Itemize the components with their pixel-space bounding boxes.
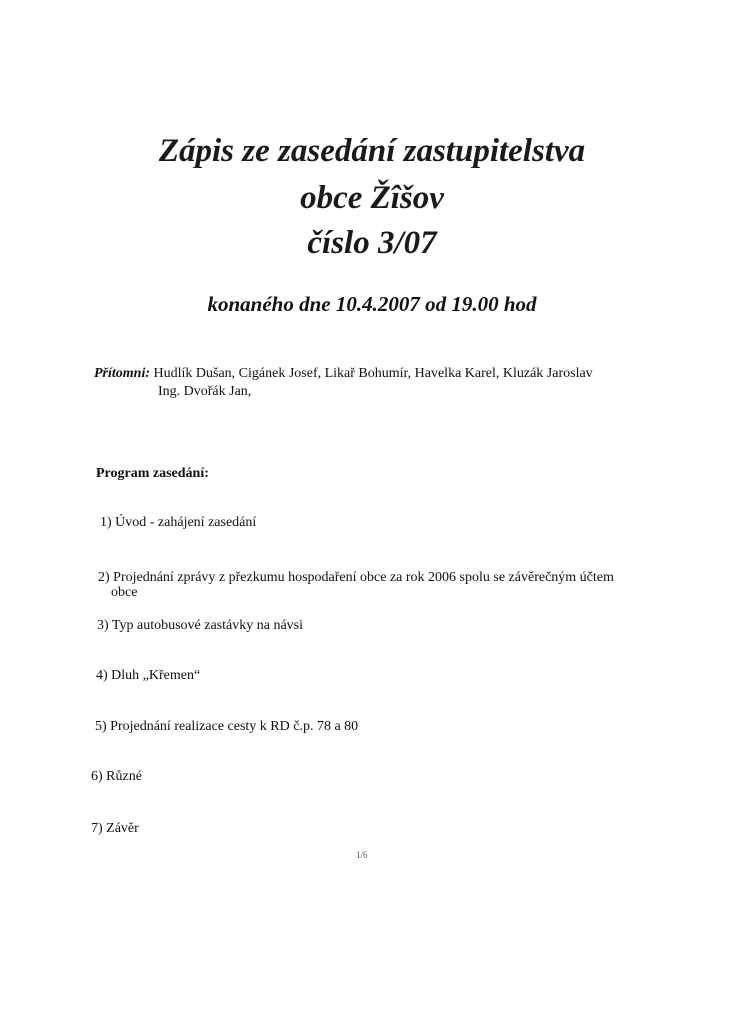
page-number: 1/6 xyxy=(356,850,368,860)
title-line-3: číslo 3/07 xyxy=(307,225,437,261)
attendees-label: Přítomni: xyxy=(94,366,151,381)
program-item: 6) Různé xyxy=(91,769,142,784)
program-item: 4) Dluh „Křemen“ xyxy=(96,668,201,683)
program-item: 5) Projednání realizace cesty k RD č.p. 78 a 80 xyxy=(95,719,359,734)
program-item: 1) Úvod - zahájení zasedání xyxy=(100,515,257,530)
title-line-1: Zápis ze zasedání zastupitelstva xyxy=(158,133,586,169)
program-item: 7) Závěr xyxy=(91,821,139,836)
attendees-line-1 xyxy=(94,366,593,382)
program-item-continuation: obce xyxy=(111,585,138,600)
title-line-2: obce Žîšov xyxy=(300,180,444,216)
program-heading: Program zasedání: xyxy=(96,466,209,481)
subtitle: konaného dne 10.4.2007 od 19.00 hod xyxy=(207,292,537,316)
program-item: 2) Projednání zprávy z přezkumu hospodaření obce za rok 2006 spolu se závěrečným účtem xyxy=(98,570,614,585)
attendees-line-2: Ing. Dvořák Jan, xyxy=(158,384,252,399)
program-item: 3) Typ autobusové zastávky na návsi xyxy=(97,618,303,633)
attendees-names: Hudlík Dušan, Cigánek Josef, Likař Bohumír, Havelka Karel, Kluzák Jaroslav xyxy=(153,366,593,381)
